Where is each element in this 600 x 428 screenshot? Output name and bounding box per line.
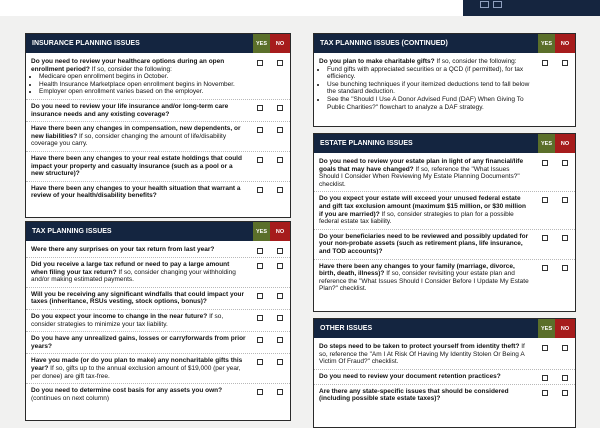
yes-checkbox[interactable]	[257, 389, 263, 395]
no-cell	[270, 335, 290, 350]
no-checkbox[interactable]	[277, 293, 283, 299]
question-text	[31, 125, 250, 148]
question-detail: If so, consider changing your withholding and/or making estimated payments.	[31, 268, 236, 284]
question-row	[26, 182, 290, 203]
yes-checkbox[interactable]	[257, 105, 263, 111]
question-row	[314, 340, 575, 370]
no-checkbox[interactable]	[562, 345, 568, 351]
yes-checkbox[interactable]	[542, 197, 548, 203]
no-cell	[270, 261, 290, 284]
question-bold: Do you need to review your document retention practices?	[319, 372, 501, 380]
no-checkbox[interactable]	[562, 375, 568, 381]
checklist-panel	[313, 318, 576, 428]
bullet-item: • Employer open enrollment varies based on the employer.	[39, 88, 246, 96]
no-cell	[555, 233, 575, 256]
no-cell	[555, 343, 575, 366]
question-bold: Do you need to review your healthcare options during an open enrollment period?	[31, 58, 225, 73]
question-row	[26, 354, 290, 384]
question-bold: Do you have any unrealized gains, losses or carryforwards from prior years?	[31, 335, 246, 350]
question-row	[26, 258, 290, 288]
question-row	[26, 288, 290, 310]
yes-checkbox[interactable]	[542, 390, 548, 396]
question-detail: If so, gifts up to the annual exclusion amount of $19,000 (per year, per donee) are gift tax-free.	[31, 364, 241, 380]
panel-header	[26, 34, 290, 53]
checklist-panel	[313, 133, 576, 312]
question-row	[26, 310, 290, 332]
no-cell	[270, 387, 290, 402]
yes-cell	[250, 313, 270, 328]
question-row	[26, 243, 290, 258]
question-text	[31, 58, 250, 96]
bullet-item: • Health Insurance Marketplace open enrollment begins in November.	[39, 81, 246, 89]
question-row	[314, 230, 575, 260]
yes-cell	[250, 185, 270, 200]
no-checkbox[interactable]	[277, 127, 283, 133]
no-cell	[555, 58, 575, 111]
no-checkbox[interactable]	[277, 105, 283, 111]
question-bold: Do steps need to be taken to protect yourself from identity theft?	[319, 343, 520, 350]
question-text	[31, 335, 250, 350]
panel-header	[314, 34, 575, 53]
no-cell	[270, 313, 290, 328]
yes-column-header: YES	[538, 134, 555, 153]
panel-header	[314, 134, 575, 153]
question-text	[31, 155, 250, 178]
question-bold: Have there been any changes in compensation, new dependents, or new liabilities?	[31, 125, 241, 140]
no-column-header: NO	[270, 222, 290, 241]
yes-cell	[535, 58, 555, 111]
question-row	[26, 100, 290, 122]
yes-cell	[250, 246, 270, 254]
panel-title: OTHER ISSUES	[320, 325, 373, 332]
yes-column-header: YES	[538, 319, 555, 338]
header-banner	[463, 0, 600, 16]
question-row	[314, 260, 575, 296]
yes-checkbox[interactable]	[257, 127, 263, 133]
question-bold: Do you plan to make charitable gifts?	[319, 58, 435, 65]
yes-cell	[250, 103, 270, 118]
no-column-header: NO	[555, 34, 575, 53]
question-bold: Will you be receiving any significant windfalls that could impact your taxes (inheritance, RSUs vesting, stock options, bonus)?	[31, 290, 245, 306]
question-list	[314, 53, 575, 114]
no-checkbox[interactable]	[562, 390, 568, 396]
no-checkbox[interactable]	[277, 187, 283, 193]
question-bold: Did you receive a large tax refund or need to pay a large amount when filing your tax return?	[31, 261, 230, 276]
no-cell	[270, 357, 290, 380]
yes-cell	[535, 388, 555, 403]
question-row	[314, 385, 575, 406]
question-detail: If so, reference the "Am I At Risk Of Having My Identity Stolen Or Being A Victim Of Fraud?" checklist.	[319, 343, 525, 366]
question-bold: Were there any surprises on your tax return from last year?	[31, 246, 215, 253]
yes-checkbox[interactable]	[542, 160, 548, 166]
panel-header	[314, 319, 575, 338]
panel-title: TAX PLANNING ISSUES (CONTINUED)	[320, 40, 448, 47]
question-detail: If so, consider the following:	[91, 65, 172, 73]
no-column-header: NO	[555, 134, 575, 153]
question-bold: Do you need to determine cost basis for any assets you own?	[31, 387, 223, 395]
question-text	[319, 158, 535, 188]
logo-icon	[493, 1, 502, 8]
no-checkbox[interactable]	[277, 359, 283, 365]
question-detail: If so, consider strategies to plan for a possible federal estate tax liability.	[319, 210, 514, 226]
yes-cell	[535, 233, 555, 256]
question-list	[26, 53, 290, 203]
yes-cell	[535, 263, 555, 293]
question-row	[26, 384, 290, 405]
yes-cell	[250, 387, 270, 402]
bullet-item: • Medicare open enrollment begins in October.	[39, 73, 246, 81]
question-list	[26, 241, 290, 405]
yes-checkbox[interactable]	[257, 359, 263, 365]
question-list	[314, 153, 575, 296]
yes-column-header: YES	[253, 222, 270, 241]
question-text	[319, 263, 535, 293]
yes-checkbox[interactable]	[257, 337, 263, 343]
yes-checkbox[interactable]	[257, 248, 263, 254]
yes-column-header: YES	[253, 34, 270, 53]
yes-checkbox[interactable]	[257, 157, 263, 163]
no-cell	[555, 373, 575, 381]
question-text	[31, 261, 250, 284]
no-cell	[270, 125, 290, 148]
question-text	[319, 233, 535, 256]
no-checkbox[interactable]	[277, 263, 283, 269]
question-bold: Do your beneficiaries need to be reviewed and possibly updated for your non-probate assets (such as retirement plans, life insurance, and TOD accounts)?	[319, 232, 529, 255]
question-text	[31, 357, 250, 380]
bullet-list	[31, 73, 246, 96]
no-column-header: NO	[555, 319, 575, 338]
question-bold: Do you need to review your life insurance and/or long-term care insurance needs and any existing coverage?	[31, 102, 229, 118]
bullet-item: • Use bunching techniques if your itemized deductions tend to fall below the standard deduction.	[327, 81, 531, 96]
question-text	[319, 343, 535, 366]
yes-checkbox[interactable]	[542, 375, 548, 381]
yes-cell	[250, 291, 270, 306]
question-row	[26, 332, 290, 354]
question-detail: If so, consider changing the amount of life/disability coverage you carry.	[31, 132, 227, 148]
question-row	[26, 152, 290, 182]
question-text	[31, 291, 250, 306]
logo-icon	[480, 1, 489, 8]
no-cell	[555, 195, 575, 225]
yes-checkbox[interactable]	[542, 235, 548, 241]
no-checkbox[interactable]	[277, 337, 283, 343]
question-bold: Have there been any changes to your family (marriage, divorce, birth, death, illness)?	[319, 262, 515, 278]
no-cell	[270, 58, 290, 96]
panel-title: TAX PLANNING ISSUES	[32, 228, 112, 235]
no-checkbox[interactable]	[277, 157, 283, 163]
yes-cell	[250, 58, 270, 96]
question-text	[319, 373, 535, 381]
yes-checkbox[interactable]	[257, 187, 263, 193]
yes-cell	[250, 335, 270, 350]
no-cell	[555, 263, 575, 293]
yes-cell	[535, 343, 555, 366]
checklist-panel	[25, 221, 291, 421]
yes-checkbox[interactable]	[257, 315, 263, 321]
question-row	[26, 55, 290, 100]
yes-cell	[250, 125, 270, 148]
question-detail: If so, reference the "What Issues Should I Consider When Reviewing My Estate Planning Documents?" checklist.	[319, 165, 520, 188]
question-detail: If so, consider strategies to minimize your tax liability.	[31, 312, 224, 328]
bullet-item: • Fund gifts with appreciated securities or a QCD (if permitted), for tax efficiency.	[327, 66, 531, 81]
no-cell	[270, 103, 290, 118]
question-text	[319, 58, 535, 111]
question-detail: If so, consider the following:	[436, 58, 517, 65]
question-bold: Have there been any changes to your health situation that warrant a review of your health/disability benefits?	[31, 184, 241, 200]
yes-checkbox[interactable]	[542, 60, 548, 66]
no-cell	[270, 155, 290, 178]
no-checkbox[interactable]	[562, 160, 568, 166]
checklist-panel	[25, 33, 291, 218]
no-checkbox[interactable]	[562, 265, 568, 271]
yes-cell	[535, 158, 555, 188]
yes-checkbox[interactable]	[542, 345, 548, 351]
question-row	[314, 370, 575, 385]
bullet-item: • See the "Should I Use A Donor Advised Fund (DAF) When Giving To Public Charities?" flowchart to analyze a DAF strategy.	[327, 96, 531, 111]
yes-checkbox[interactable]	[257, 293, 263, 299]
no-checkbox[interactable]	[277, 389, 283, 395]
no-checkbox[interactable]	[562, 235, 568, 241]
question-bold: Have there been any changes to your real estate holdings that could impact your property and casualty insurance (such as a pool or a new structure)?	[31, 154, 242, 178]
question-bold: Do you need to review your estate plan in light of any financial/life goals that may have changed?	[319, 158, 524, 173]
no-checkbox[interactable]	[277, 315, 283, 321]
question-text	[31, 313, 250, 328]
question-detail: (continues on next column)	[31, 394, 110, 402]
no-cell	[555, 158, 575, 188]
question-text	[31, 185, 250, 200]
yes-checkbox[interactable]	[257, 60, 263, 66]
question-list	[314, 338, 575, 406]
panel-title: INSURANCE PLANNING ISSUES	[32, 40, 140, 47]
yes-cell	[250, 155, 270, 178]
question-row	[26, 122, 290, 152]
question-bold: Do you expect your income to change in the near future?	[31, 312, 208, 320]
question-text	[31, 387, 250, 402]
no-checkbox[interactable]	[562, 60, 568, 66]
no-column-header: NO	[270, 34, 290, 53]
yes-cell	[535, 195, 555, 225]
no-cell	[270, 291, 290, 306]
question-bold: Do you expect your estate will exceed your unused federal estate and gift tax exclusion amount (maximum $15 million, or $30 million if you are married)?	[319, 195, 526, 218]
yes-column-header: YES	[538, 34, 555, 53]
checklist-panel	[313, 33, 576, 127]
no-cell	[270, 246, 290, 254]
question-detail: If so, consider revisiting your estate plan and reference the "What Issues Should I Consider Before I Update My Estate Plan?" checklist.	[319, 270, 529, 293]
yes-cell	[250, 357, 270, 380]
yes-cell	[250, 261, 270, 284]
question-row	[314, 55, 575, 114]
no-cell	[270, 185, 290, 200]
no-cell	[555, 388, 575, 403]
yes-cell	[535, 373, 555, 381]
question-text	[319, 388, 535, 403]
question-text	[31, 103, 250, 118]
no-checkbox[interactable]	[277, 248, 283, 254]
question-row	[314, 192, 575, 229]
question-row	[314, 155, 575, 192]
question-text	[31, 246, 250, 254]
question-bold: Have you made (or do you plan to make) any noncharitable gifts this year?	[31, 357, 243, 372]
bullet-list	[319, 66, 531, 112]
yes-checkbox[interactable]	[542, 265, 548, 271]
panel-header	[26, 222, 290, 241]
no-checkbox[interactable]	[277, 60, 283, 66]
question-bold: Are there any state-specific issues that should be considered (including possible state estate taxes)?	[319, 387, 509, 403]
yes-checkbox[interactable]	[257, 263, 263, 269]
question-text	[319, 195, 535, 225]
panel-title: ESTATE PLANNING ISSUES	[320, 140, 413, 147]
no-checkbox[interactable]	[562, 197, 568, 203]
